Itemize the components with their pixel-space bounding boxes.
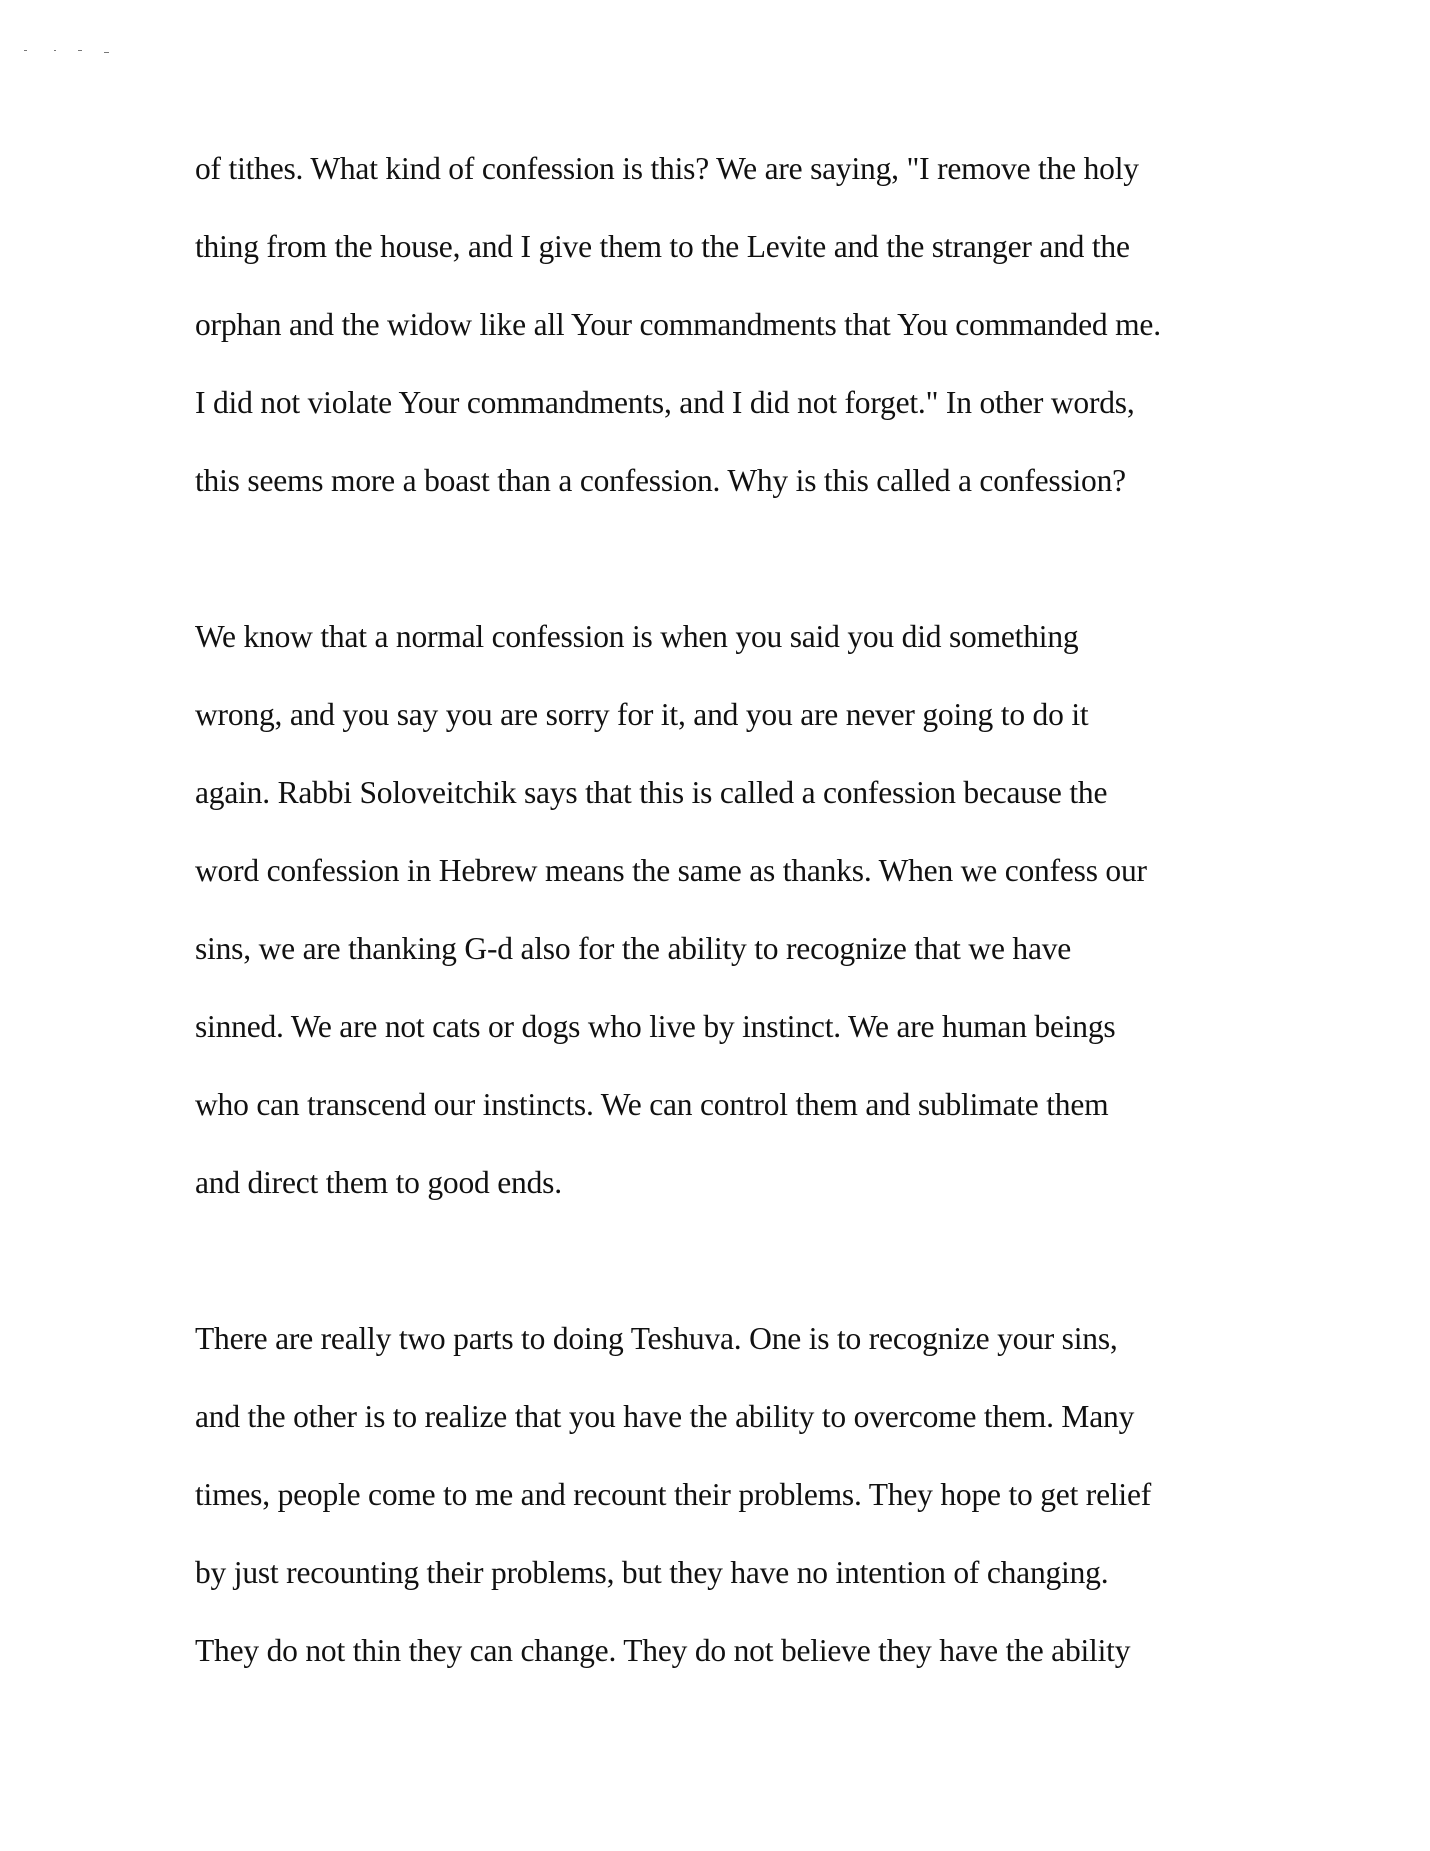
text-line: wrong, and you say you are sorry for it, and you are never going to do it (195, 697, 1089, 732)
paragraph-normal-confession (195, 598, 1275, 1222)
text-line: times, people come to me and recount their problems. They hope to get relief (195, 1477, 1152, 1512)
text-line: sins, we are thanking G-d also for the ability to recognize that we have (195, 931, 1072, 966)
text-line: orphan and the widow like all Your commandments that You commanded me. (195, 307, 1161, 342)
text-line: thing from the house, and I give them to the Levite and the stranger and the (195, 229, 1130, 264)
paragraph-tithes-confession (195, 130, 1275, 520)
scan-artifacts (24, 50, 124, 56)
text-line: by just recounting their problems, but they have no intention of changing. (195, 1555, 1109, 1590)
text-line: and direct them to good ends. (195, 1165, 562, 1200)
scan-speck (104, 52, 109, 53)
text-line: and the other is to realize that you have the ability to overcome them. Many (195, 1399, 1135, 1434)
text-line: There are really two parts to doing Teshuva. One is to recognize your sins, (195, 1321, 1118, 1356)
paragraph-teshuva (195, 1300, 1275, 1690)
text-line: They do not thin they can change. They do not believe they have the ability (195, 1633, 1131, 1668)
scan-speck (78, 50, 82, 51)
text-line: We know that a normal confession is when you said you did something (195, 619, 1079, 654)
text-line: again. Rabbi Soloveitchik says that this is called a confession because the (195, 775, 1108, 810)
text-line: I did not violate Your commandments, and I did not forget." In other words, (195, 385, 1135, 420)
text-line: word confession in Hebrew means the same as thanks. When we confess our (195, 853, 1147, 888)
scan-speck (54, 50, 56, 51)
scan-speck (24, 50, 27, 51)
text-line: sinned. We are not cats or dogs who live by instinct. We are human beings (195, 1009, 1116, 1044)
text-line: of tithes. What kind of confession is this? We are saying, "I remove the holy (195, 151, 1139, 186)
body-text (195, 130, 1275, 1768)
text-line: who can transcend our instincts. We can control them and sublimate them (195, 1087, 1109, 1122)
text-line: this seems more a boast than a confession. Why is this called a confession? (195, 463, 1126, 498)
